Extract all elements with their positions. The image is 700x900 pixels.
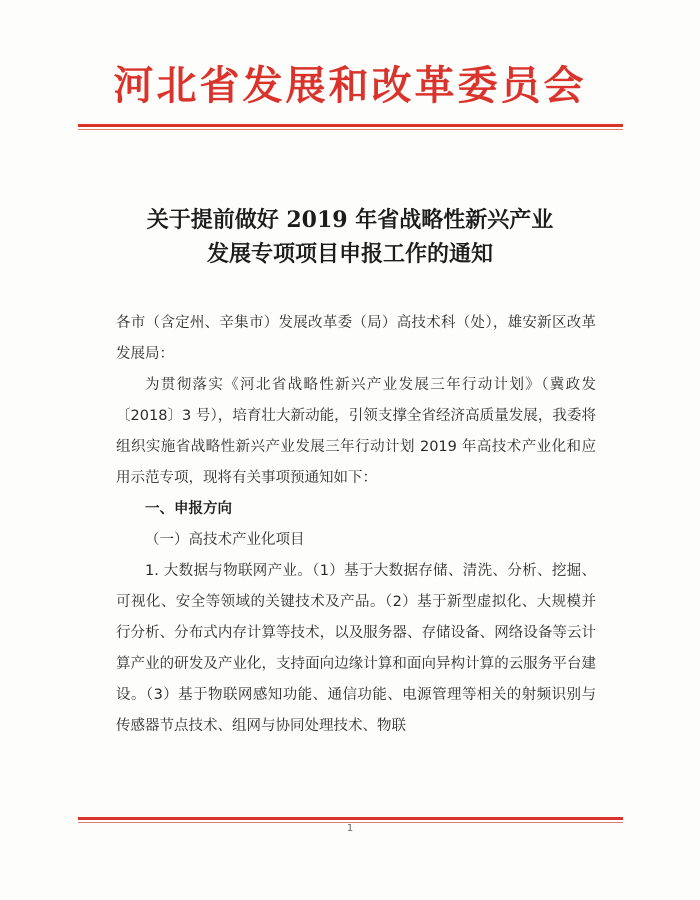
header-red-rule	[78, 124, 623, 127]
document-title-line-2: 发展专项项目申报工作的通知	[206, 241, 493, 267]
document-title	[0, 203, 700, 271]
section-heading: 一、申报方向	[145, 501, 232, 517]
subsection-heading: （一）高技术产业化项目	[145, 532, 305, 548]
document-body	[116, 308, 596, 742]
intro-paragraph: 为贯彻落实《河北省战略性新兴产业发展三年行动计划》（冀政发〔2018〕3 号），培育壮大新动能，引领支撑全省经济高质量发展，我委将组织实施省战略性新兴产业发展三年行动计划 2019 年高技术产业化和应用示范专项，现将有关事项预通知如下：	[116, 377, 596, 486]
page-number: 1	[346, 823, 354, 834]
issuing-organization-header: 河北省发展和改革委员会	[113, 62, 587, 109]
item-paragraph: 1. 大数据与物联网产业。（1）基于大数据存储、清洗、分析、挖掘、可视化、安全等领域的关键技术及产品。（2）基于新型虚拟化、大规模并行分析、分布式内存计算等技术，以及服务器、存储设备、网络设备等云计算产业的研发及产业化，支持面向边缘计算和面向异构计算的云服务平台建设。（3）基于物联网感知功能、通信功能、电源管理等相关的射频识别与传感器节点技术、组网与协同处理技术、物联	[116, 563, 596, 734]
header-red-rule-thin	[78, 129, 623, 130]
document-title-line-1: 关于提前做好 2019 年省战略性新兴产业	[146, 207, 554, 233]
footer-red-rule	[78, 817, 623, 820]
salutation: 各市（含定州、辛集市）发展改革委（局）高技术科（处），雄安新区改革发展局：	[116, 315, 596, 362]
